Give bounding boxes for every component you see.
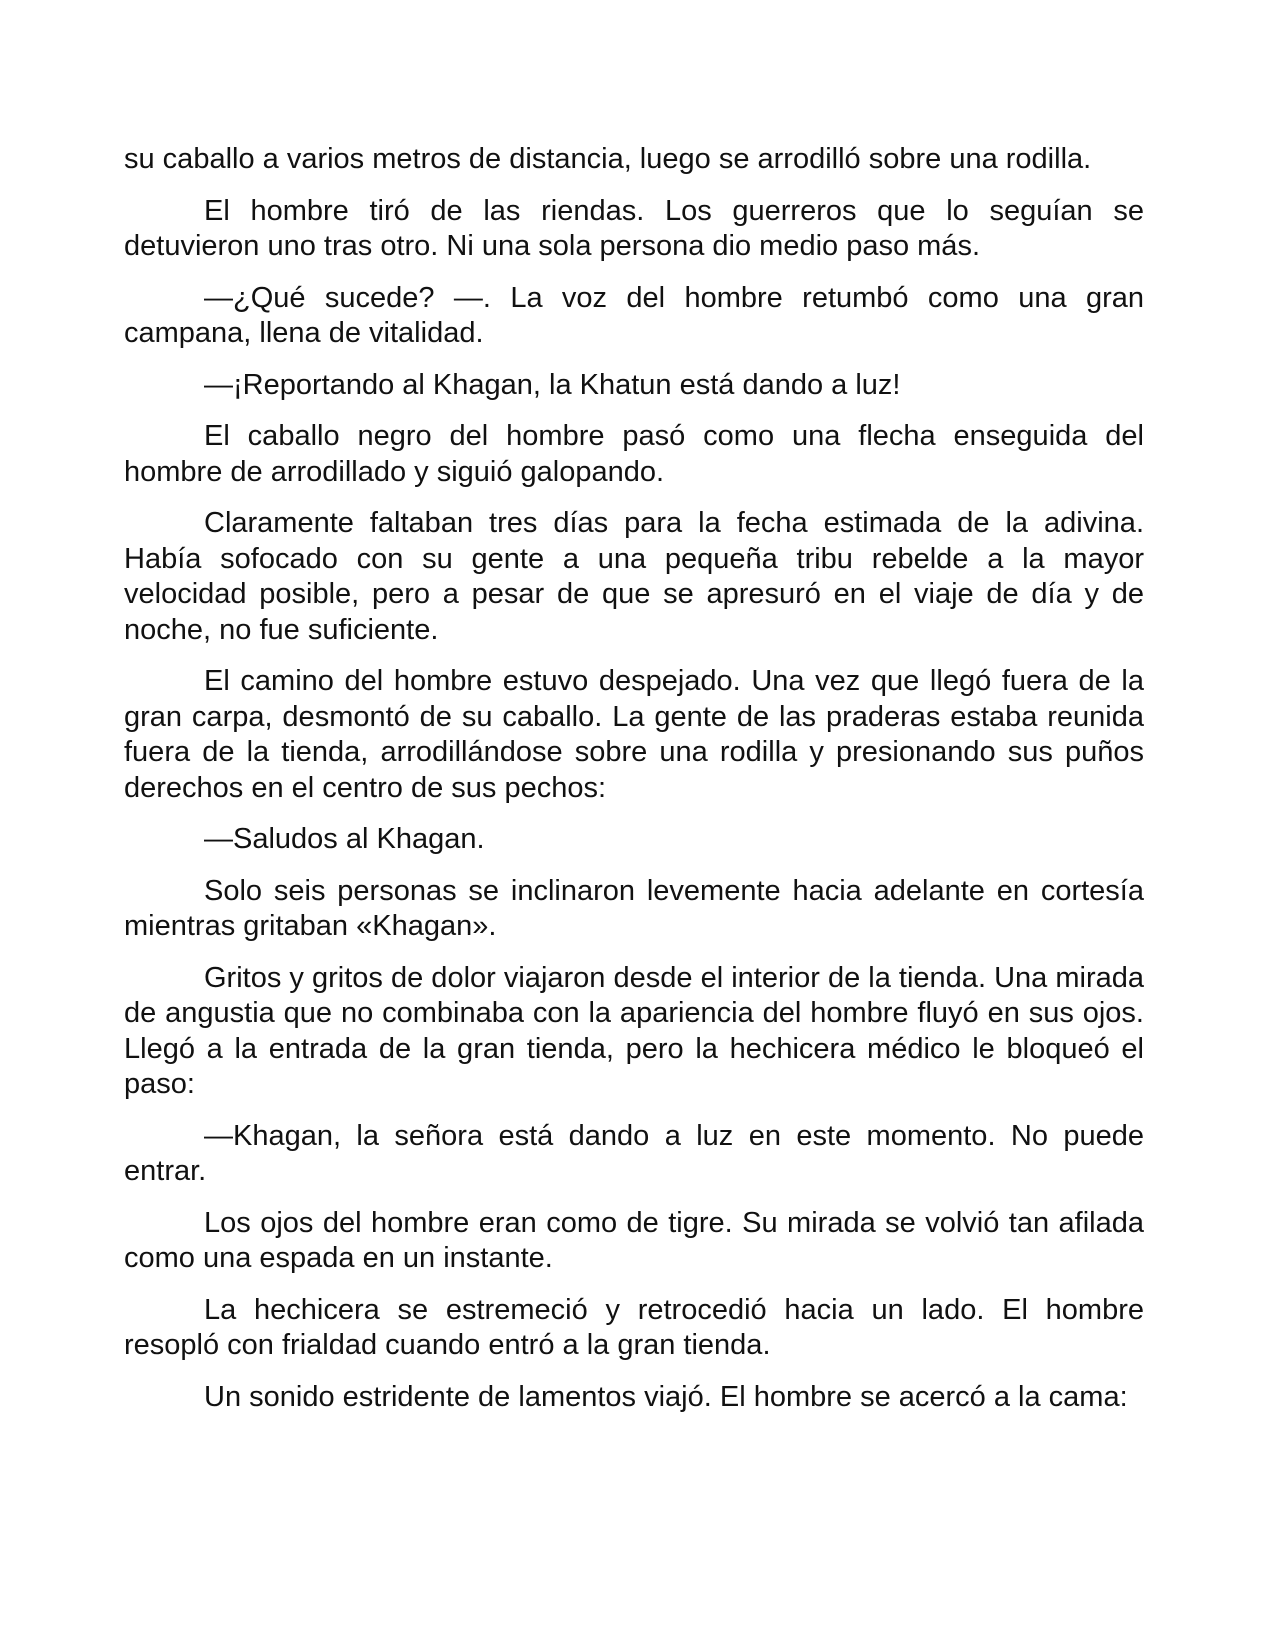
paragraph-3: —¿Qué sucede? —. La voz del hombre retumbó como una gran campana, llena de vitalidad. bbox=[124, 281, 1144, 349]
paragraph-2: El hombre tiró de las riendas. Los guerreros que lo seguían se detuvieron uno tras otro. Ni una sola persona dio medio paso más. bbox=[124, 194, 1144, 262]
paragraph-7: El camino del hombre estuvo despejado. Una vez que llegó fuera de la gran carpa, desmontó de su caballo. La gente de las praderas estaba reunida fuera de la tienda, arrodillándose sobre una rodilla y presionando sus puños derechos en el centro de sus pechos: bbox=[124, 665, 1144, 804]
paragraph-1: su caballo a varios metros de distancia, luego se arrodilló sobre una rodilla. bbox=[124, 143, 1092, 175]
paragraph-10: Gritos y gritos de dolor viajaron desde el interior de la tienda. Una mirada de angustia que no combinaba con la apariencia del hombre fluyó en sus ojos. Llegó a la entrada de la gran tienda, pero la hechicera médico le bloqueó el paso: bbox=[124, 961, 1144, 1100]
paragraph-9: Solo seis personas se inclinaron levemente hacia adelante en cortesía mientras gritaban «Khagan». bbox=[124, 874, 1144, 942]
paragraph-11: —Khagan, la señora está dando a luz en este momento. No puede entrar. bbox=[124, 1119, 1144, 1187]
paragraph-5: El caballo negro del hombre pasó como una flecha enseguida del hombre de arrodillado y siguió galopando. bbox=[124, 420, 1144, 488]
paragraph-12: Los ojos del hombre eran como de tigre. Su mirada se volvió tan afilada como una espada en un instante. bbox=[124, 1206, 1144, 1274]
document-page bbox=[124, 142, 1144, 1431]
paragraph-8: —Saludos al Khagan. bbox=[204, 823, 485, 855]
paragraph-13: La hechicera se estremeció y retrocedió hacia un lado. El hombre resopló con frialdad cuando entró a la gran tienda. bbox=[124, 1293, 1144, 1361]
paragraph-6: Claramente faltaban tres días para la fecha estimada de la adivina. Había sofocado con su gente a una pequeña tribu rebelde a la mayor velocidad posible, pero a pesar de que se apresuró en el viaje de día y de noche, no fue suficiente. bbox=[124, 507, 1144, 646]
paragraph-14: Un sonido estridente de lamentos viajó. El hombre se acercó a la cama: bbox=[204, 1380, 1128, 1413]
paragraph-4: —¡Reportando al Khagan, la Khatun está dando a luz! bbox=[204, 368, 901, 401]
